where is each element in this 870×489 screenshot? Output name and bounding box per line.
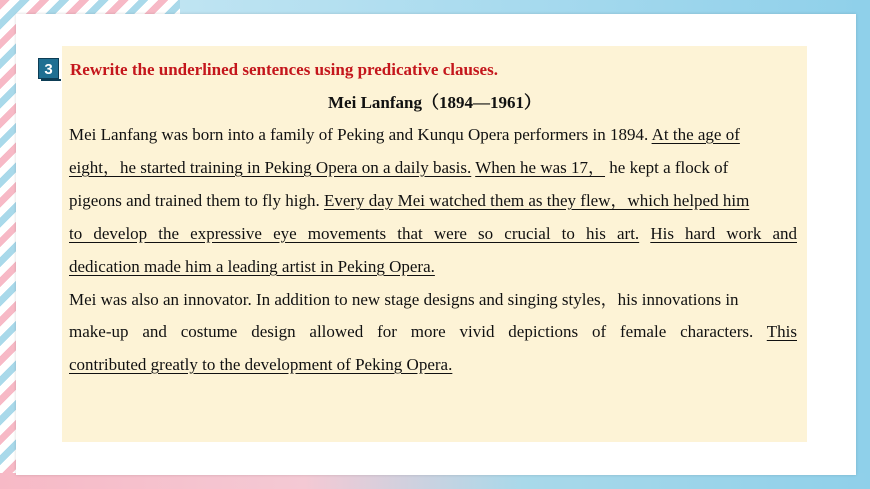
passage-line xyxy=(69,257,797,277)
passage-line xyxy=(69,158,797,178)
underlined-sentence: His hard work and xyxy=(650,224,797,243)
passage-line xyxy=(69,125,797,145)
passage-text: pigeons and trained them to fly high. xyxy=(69,191,324,210)
exercise-instruction: Rewrite the underlined sentences using predicative clauses. xyxy=(70,60,498,79)
underlined-sentence: contributed greatly to the development of Peking Opera. xyxy=(69,355,453,374)
passage-line xyxy=(69,355,797,375)
passage-line xyxy=(69,290,797,310)
passage-text: make-up and costume design allowed for more vivid depictions of female characters. xyxy=(69,322,767,341)
underlined-sentence: to develop the expressive eye movements that were so crucial to his art. xyxy=(69,224,640,243)
decorative-band-top xyxy=(180,0,870,14)
decorative-band-bottom xyxy=(0,473,870,489)
passage-text: he kept a flock of xyxy=(605,158,729,177)
passage-line xyxy=(69,322,797,342)
passage-text: Mei Lanfang was born into a family of Peking and Kunqu Opera performers in 1894. xyxy=(69,125,652,144)
exercise-number-badge: 3 xyxy=(38,58,59,79)
underlined-sentence: dedication made him a leading artist in Peking Opera. xyxy=(69,257,435,276)
passage-line xyxy=(69,191,797,211)
passage-text: Mei was also an innovator. In addition to new stage designs and singing styles，his innovations in xyxy=(69,290,739,309)
underlined-sentence: At the age of xyxy=(651,125,740,144)
passage-title: Mei Lanfang（1894—1961） xyxy=(328,93,541,112)
underlined-sentence: This xyxy=(766,322,797,341)
passage-line xyxy=(69,224,797,244)
underlined-sentence: Every day Mei watched them as they flew，which helped him xyxy=(323,191,750,210)
underlined-sentence: eight，he started training in Peking Opera on a daily basis. xyxy=(69,158,472,177)
underlined-sentence: When he was 17， xyxy=(475,158,606,177)
